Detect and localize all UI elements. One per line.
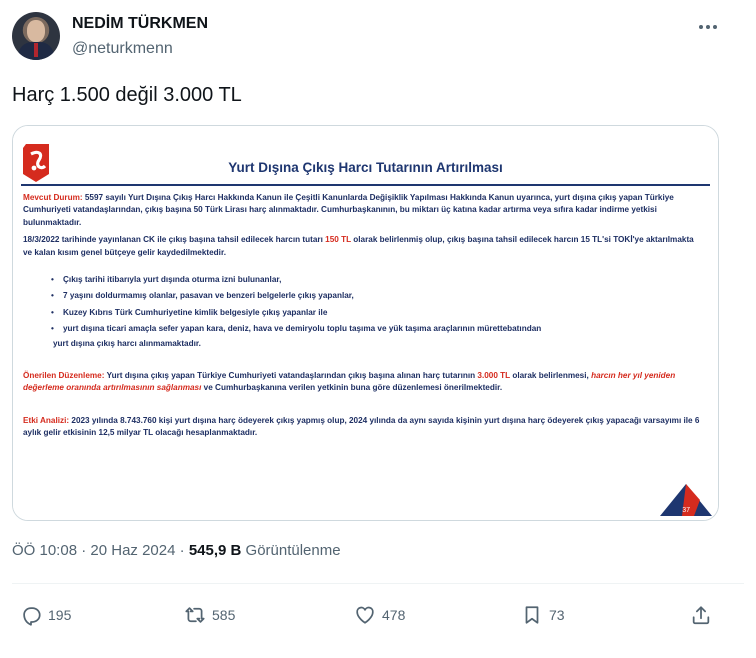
slide-page-number: 37 [682,507,690,514]
reply-button[interactable] [20,603,71,627]
slide-body [23,192,704,440]
divider [12,583,744,584]
presentation-slide [13,126,718,520]
current-status-paragraph: Mevcut Durum: 5597 sayılı Yurt Dışına Çıkış Harcı Hakkında Kanun ile Çeşitli Kanunlarda Değişiklik Yapılması Hakkında Kanun uyarınca, yurt dışına çıkış yapan Türkiye Cumhuriyeti vatandaşlarından, çıkış başına 50 Türk Lirası harç alınmaktadır. Cumhurbaşkanının, bu miktarı üç katına kadar artırma veya sıfıra kadar indirme yetkisi bulunmaktadır. [23,193,674,227]
list-item: • Çıkış tarihi itibarıyla yurt dışında oturma izni bulunanlar, [63,274,704,286]
share-icon [690,604,712,626]
tweet-meta: ÖÖ 10:08 · 20 Haz 2024 · 545,9 B Görüntülenme [12,542,341,559]
tweet-text: Harç 1.500 değil 3.000 TL [12,84,242,106]
bookmark-icon [521,604,543,626]
tweet-time[interactable]: ÖÖ 10:08 [12,542,78,559]
user-handle[interactable]: @neturkmenn [72,40,173,57]
share-button[interactable] [690,603,712,627]
retweet-button[interactable] [184,603,235,627]
bookmark-button[interactable] [521,603,565,627]
bookmark-count: 73 [549,607,565,623]
impact-paragraph: Etki Analizi: 2023 yılında 8.743.760 kişi yurt dışına harç ödeyerek çıkış yapmış olup, 2024 yılında da aynı sayıda kişinin yurt dışına harç ödeyerek çıkış yapacağı varsayımı ile 6 aylık gelir etkisinin 12,5 milyar TL olacağı hesaplanmaktadır. [23,415,700,438]
tweet-date[interactable]: 20 Haz 2024 [90,542,176,559]
reply-icon [20,604,42,626]
list-item: • 7 yaşını doldurmamış olanlar, pasavan ve benzeri belgelerle çıkış yapanlar, [63,290,704,302]
title-divider [21,184,710,186]
list-item: • Kuzey Kıbrıs Türk Cumhuriyetine kimlik belgesiyle çıkış yapanlar ile [63,307,704,319]
heart-icon [354,604,376,626]
retweet-count: 585 [212,607,236,623]
like-button[interactable] [354,603,405,627]
list-item: • yurt dışına ticari amaçla sefer yapan kara, deniz, hava ve demiryolu toplu taşıma ve yük taşıma araçlarının mürettebatından [63,323,704,335]
exemption-list [63,274,704,336]
display-name[interactable]: NEDİM TÜRKMEN [72,15,208,32]
exemption-trailer: yurt dışına çıkış harcı alınmamaktadır. [53,338,201,348]
slide-title: Yurt Dışına Çıkış Harcı Tutarının Artırılması [228,160,503,175]
tweet-image[interactable] [12,125,719,521]
proposal-paragraph: Önerilen Düzenleme: Yurt dışına çıkış yapan Türkiye Cumhuriyeti vatandaşlarından çıkış başına alınan harç tutarının 3.000 TL olarak belirlenmesi, harcın her yıl yeniden değerleme oranında artırılmasının sağlanması ve Cumhurbaşkanına verilen yetkinin buna göre düzenlemesi önerilmektedir. [23,371,676,393]
view-count: 545,9 B [188,542,242,559]
reply-count: 195 [48,607,72,623]
more-options-icon[interactable] [694,18,722,36]
ck-paragraph: 18/3/2022 tarihinde yayınlanan CK ile çıkış başına tahsil edilecek harcın tutarı 150 TL olarak belirlenmiş olup, çıkış başına tahsil edilecek harcın 15 TL'si TOKİ'ye aktarılmakta ve kalan kısım genel bütçeye gelir kaydedilmektedir. [23,235,694,257]
like-count: 478 [382,607,406,623]
retweet-icon [184,604,206,626]
views-label: Görüntülenme [241,542,341,559]
avatar[interactable] [12,12,60,60]
